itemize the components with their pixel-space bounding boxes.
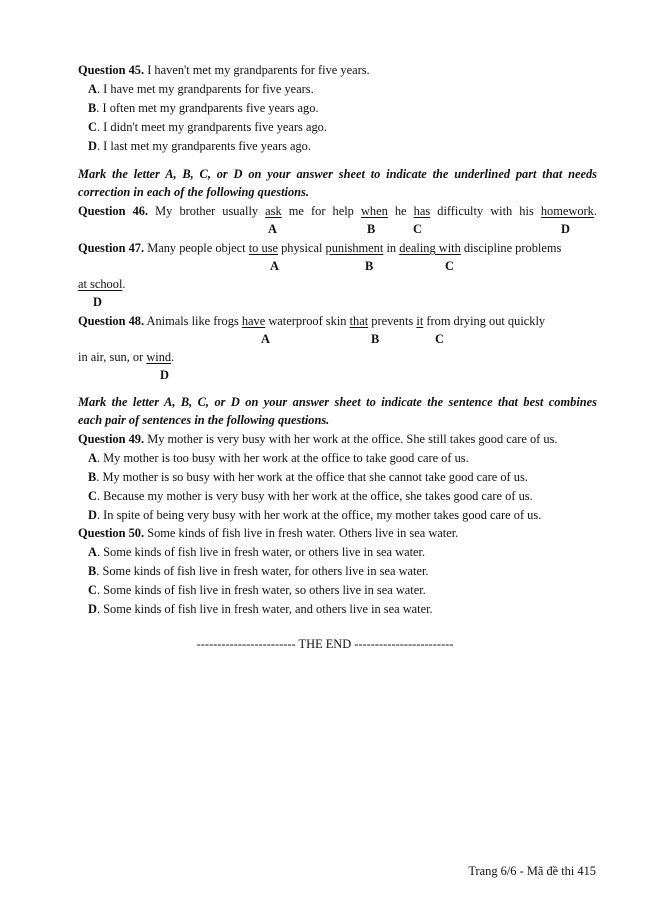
instruction-line: Mark the letter A, B, C, or D on your answer sheet to indicate the underlined part that needs bbox=[78, 167, 597, 181]
underlined-d: homework bbox=[540, 204, 594, 218]
question-47-cont: at school. bbox=[78, 277, 126, 291]
underlined-c: has bbox=[413, 204, 431, 218]
label-b: B bbox=[367, 222, 376, 236]
option-c: C. Because my mother is very busy with her work at the office, she takes good care of us. bbox=[88, 489, 533, 503]
option-a: A. My mother is too busy with her work at the office to take good care of us. bbox=[88, 451, 469, 465]
label-c: C bbox=[435, 332, 444, 346]
question-49: Question 49. My mother is very busy with her work at the office. She still takes good care of us. bbox=[78, 432, 558, 446]
underlined-b: when bbox=[360, 204, 388, 218]
instruction-line: correction in each of the following questions. bbox=[78, 185, 309, 199]
label-c: C bbox=[413, 222, 422, 236]
label-c: C bbox=[445, 259, 454, 273]
label-a: A bbox=[268, 222, 277, 236]
question-48-cont: in air, sun, or wind. bbox=[78, 350, 175, 364]
question-45 bbox=[78, 63, 370, 77]
option-d: D. Some kinds of fish live in fresh water, and others live in sea water. bbox=[88, 602, 433, 616]
label-a: A bbox=[270, 259, 279, 273]
option-d: D. I last met my grandparents five years ago. bbox=[88, 139, 311, 153]
label-d: D bbox=[93, 295, 102, 309]
option-a: A. I have met my grandparents for five years. bbox=[88, 82, 314, 96]
option-b: B. Some kinds of fish live in fresh water, for others live in sea water. bbox=[88, 564, 429, 578]
page-footer: Trang 6/6 - Mã đề thi 415 bbox=[468, 864, 596, 878]
question-48: Question 48. Animals like frogs have waterproof skin that prevents it from drying out quickly bbox=[78, 314, 546, 328]
underlined-d: at school bbox=[78, 277, 123, 291]
question-47: Question 47. Many people object to use physical punishment in dealing with discipline problems bbox=[78, 241, 562, 255]
label-b: B bbox=[371, 332, 380, 346]
question-46: Question 46. My brother usually ask me for help when he has difficulty with his homework. bbox=[78, 204, 597, 218]
label-d: D bbox=[561, 222, 570, 236]
option-b: B. My mother is so busy with her work at the office that she cannot take good care of us. bbox=[88, 470, 528, 484]
question-stem: I haven't met my grandparents for five years. bbox=[147, 63, 370, 77]
underlined-c: it bbox=[416, 314, 424, 328]
question-50: Question 50. Some kinds of fish live in fresh water. Others live in sea water. bbox=[78, 526, 459, 540]
underlined-a: ask bbox=[265, 204, 282, 218]
underlined-b: punishment bbox=[325, 241, 384, 255]
underlined-a: have bbox=[241, 314, 266, 328]
underlined-b: that bbox=[349, 314, 369, 328]
question-number: Question 45. bbox=[78, 63, 145, 77]
underlined-a: to use bbox=[248, 241, 278, 255]
option-d: D. In spite of being very busy with her work at the office, my mother takes good care of us. bbox=[88, 508, 542, 522]
label-a: A bbox=[261, 332, 270, 346]
option-c: C. I didn't meet my grandparents five years ago. bbox=[88, 120, 327, 134]
instruction-line: each pair of sentences in the following questions. bbox=[78, 413, 330, 427]
label-b: B bbox=[365, 259, 374, 273]
label-d: D bbox=[160, 368, 169, 382]
the-end: ------------------------ THE END ------------------------ bbox=[196, 637, 454, 651]
instruction-line: Mark the letter A, B, C, or D on your answer sheet to indicate the sentence that best combines bbox=[78, 395, 597, 409]
option-c: C. Some kinds of fish live in fresh water, so others live in sea water. bbox=[88, 583, 426, 597]
option-b: B. I often met my grandparents five years ago. bbox=[88, 101, 319, 115]
underlined-d: wind bbox=[146, 350, 172, 364]
underlined-c: dealing with bbox=[399, 241, 461, 255]
option-a: A. Some kinds of fish live in fresh water, or others live in sea water. bbox=[88, 545, 426, 559]
